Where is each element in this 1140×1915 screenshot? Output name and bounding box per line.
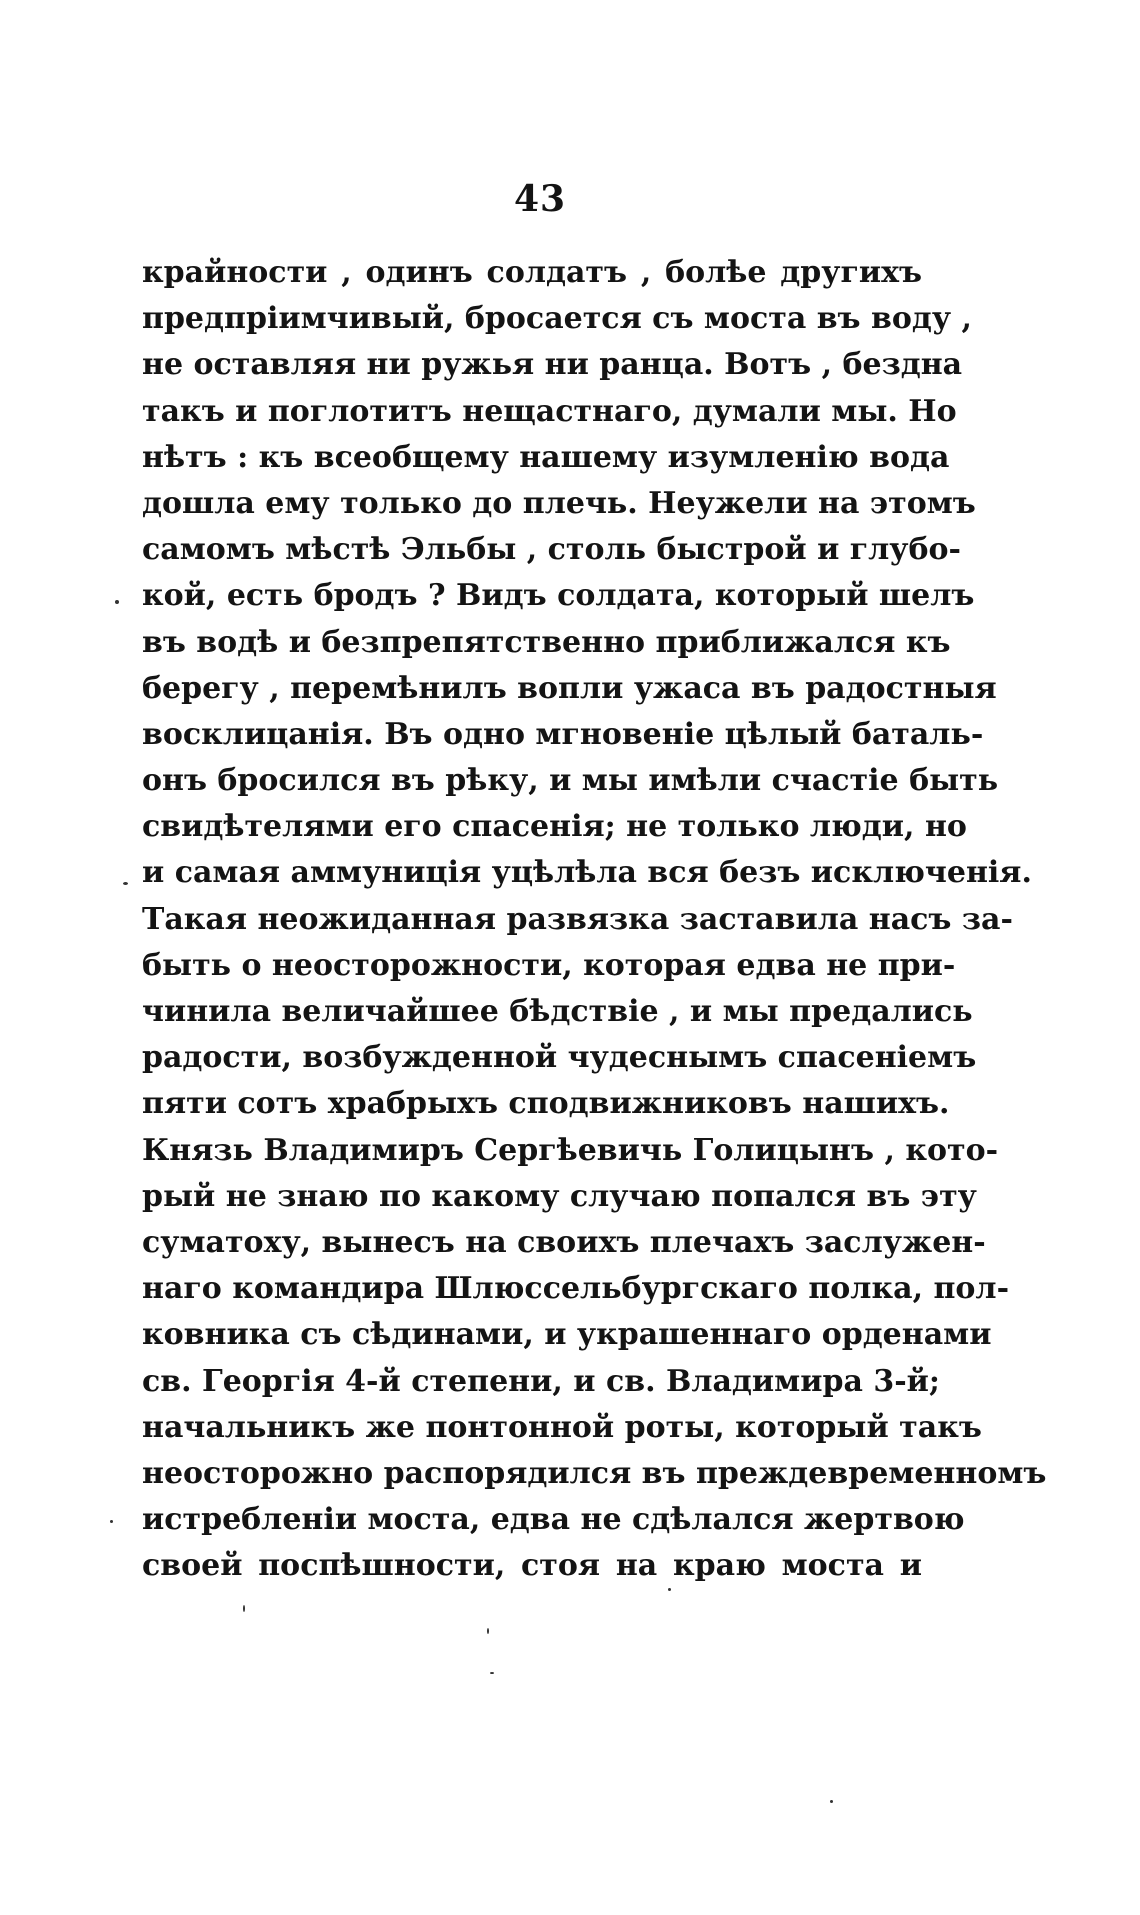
text-line: нѣтъ : къ всеобщему нашему изумленію вода bbox=[142, 439, 950, 475]
text-line: своей поспѣшности, стоя на краю моста и bbox=[142, 1548, 922, 1584]
scan-speck bbox=[123, 882, 128, 885]
scan-speck bbox=[487, 1628, 489, 1634]
text-line: Такая неожиданная развязка заставила насъ за- bbox=[142, 901, 1013, 937]
scan-speck bbox=[490, 1672, 494, 1674]
text-line: самомъ мѣстѣ Эльбы , столь быстрой и глубо- bbox=[142, 532, 961, 568]
text-line: рый не знаю по какому случаю попался въ эту bbox=[142, 1178, 977, 1214]
text-line: такъ и поглотитъ нещастнаго, думали мы. Но bbox=[142, 393, 957, 429]
text-line: въ водѣ и безпрепятственно приближался къ bbox=[142, 624, 951, 660]
text-line: ковника съ сѣдинами, и украшеннаго орденами bbox=[142, 1317, 992, 1353]
text-line: св. Георгія 4-й степени, и св. Владимира 3-й; bbox=[142, 1363, 940, 1399]
text-line: чинила величайшее бѣдствіе , и мы предались bbox=[142, 994, 973, 1029]
scan-speck bbox=[830, 1800, 833, 1803]
text-line: суматоху, вынесъ на своихъ плечахъ заслужен- bbox=[142, 1224, 986, 1260]
text-line: наго командира Шлюссельбургскаго полка, пол- bbox=[142, 1271, 1010, 1307]
text-line: Князь Владимиръ Сергѣевичь Голицынъ , кото- bbox=[142, 1132, 999, 1168]
text-line: начальникъ же понтонной роты, который такъ bbox=[142, 1409, 982, 1445]
scan-speck bbox=[115, 600, 119, 604]
body-text bbox=[142, 250, 1047, 1589]
text-line: восклицанія. Въ одно мгновеніе цѣлый баталь- bbox=[142, 716, 984, 752]
text-line: предпріимчивый, бросается съ моста въ воду , bbox=[142, 301, 972, 337]
text-line: неосторожно распорядился въ преждевременномъ bbox=[142, 1455, 1047, 1491]
scan-speck bbox=[243, 1605, 245, 1612]
scan-speck bbox=[110, 1520, 113, 1523]
text-line: быть о неосторожности, которая едва не при- bbox=[142, 947, 956, 983]
text-line: радости, возбужденной чудеснымъ спасеніемъ bbox=[142, 1040, 977, 1076]
text-line: кой, есть бродъ ? Видъ солдата, который шелъ bbox=[142, 578, 975, 614]
text-line: дошла ему только до плечь. Неужели на этомъ bbox=[142, 485, 976, 521]
page-number: 43 bbox=[513, 178, 567, 220]
text-line: истребленіи моста, едва не сдѣлался жертвою bbox=[142, 1502, 965, 1538]
text-line: пяти сотъ храбрыхъ сподвижниковъ нашихъ. bbox=[142, 1086, 950, 1122]
text-line: онъ бросился въ рѣку, и мы имѣли счастіе быть bbox=[142, 763, 999, 799]
text-line: и самая аммуниція уцѣлѣла вся безъ исключенія. bbox=[142, 855, 1032, 891]
text-line: берегу , перемѣнилъ вопли ужаса въ радостныя bbox=[142, 670, 997, 706]
text-line: свидѣтелями его спасенія; не только люди, но bbox=[142, 809, 967, 845]
text-line: крайности , одинъ солдатъ , болѣе другихъ bbox=[142, 255, 922, 290]
scan-speck bbox=[668, 1588, 671, 1591]
text-line: не оставляя ни ружья ни ранца. Вотъ , бездна bbox=[142, 347, 963, 383]
